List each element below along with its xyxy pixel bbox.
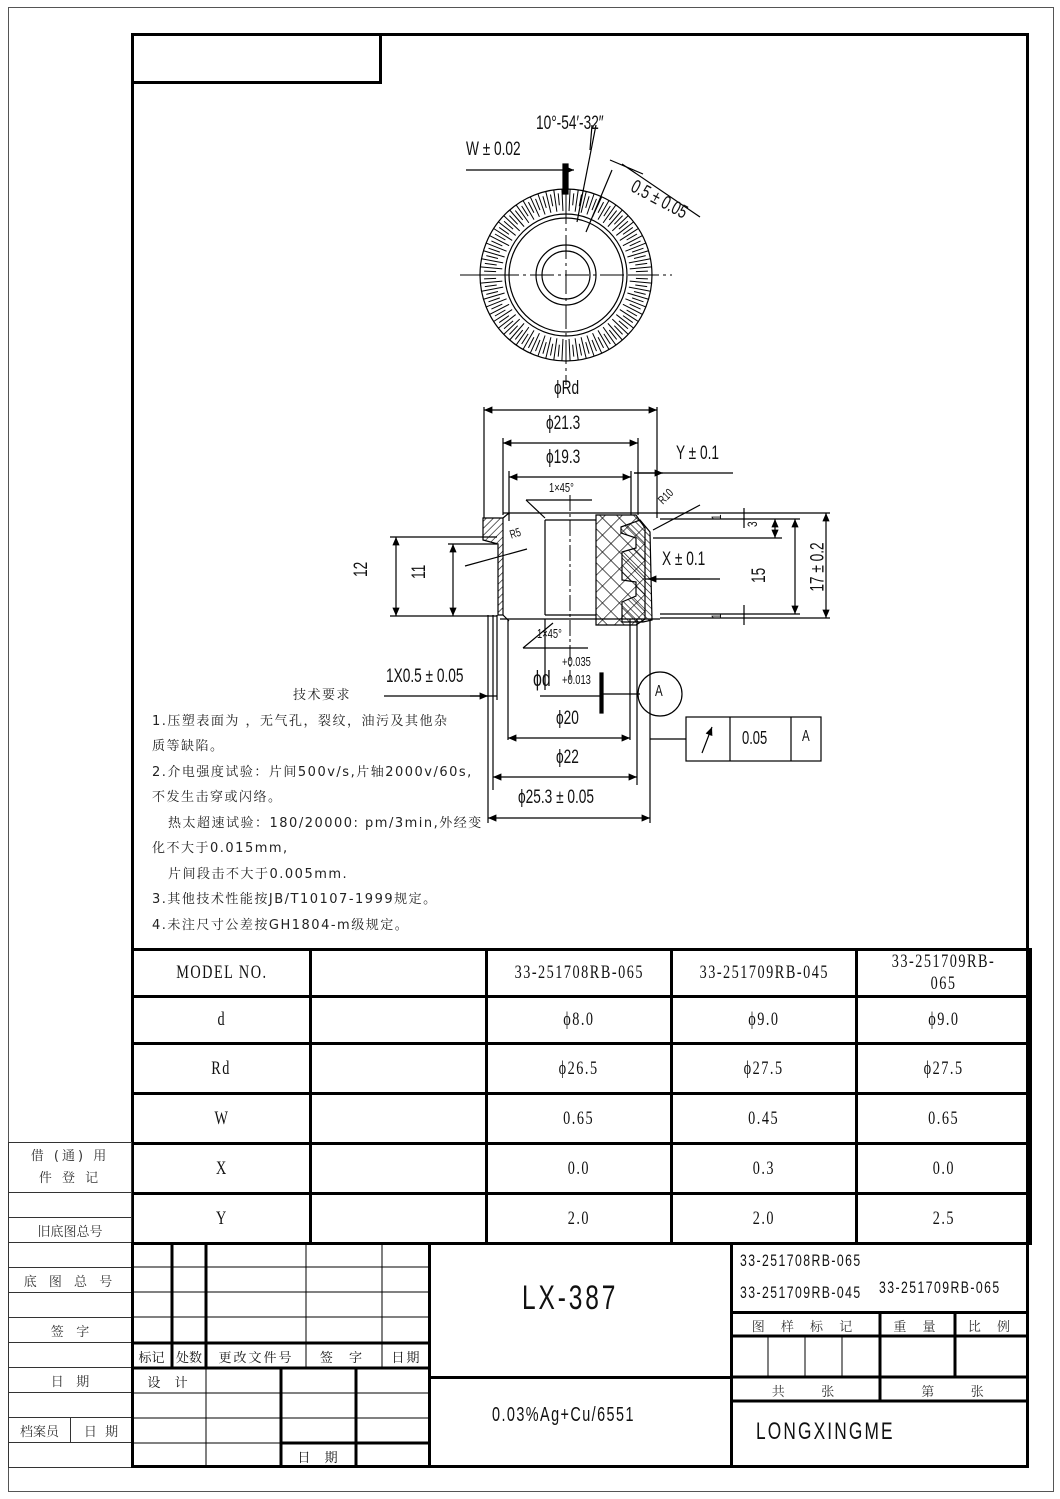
- blank-cell: [311, 997, 487, 1044]
- param-d: d: [133, 997, 311, 1044]
- dim-12: 12: [351, 561, 372, 577]
- revision-signature-label: 签 字: [319, 1351, 369, 1366]
- param-x: X: [133, 1144, 311, 1194]
- blank-cell: [311, 1044, 487, 1094]
- table-row: [133, 1044, 1031, 1094]
- note-line: 1.压塑表面为 ，无气孔，裂纹，油污及其他杂: [152, 713, 449, 729]
- dim-20: ϕ20: [556, 708, 579, 729]
- weight-label: 重 量: [893, 1320, 942, 1335]
- r5-label: R5: [507, 524, 523, 542]
- note-line: 2.介电强度试验：片间500v/s,片轴2000v/60s,: [152, 764, 473, 780]
- note-line: 片间段击不大于0.005mm.: [168, 866, 349, 882]
- blank-cell: [9, 1443, 132, 1468]
- dim-15: 15: [749, 567, 770, 583]
- undercut-label: 1X0.5 ± 0.05: [386, 666, 464, 687]
- base-no-label: 底 图 总 号: [9, 1268, 132, 1293]
- chamfer-top-label: 1×45°: [549, 480, 574, 495]
- value-cell: ϕ8.0: [487, 997, 672, 1044]
- value-cell: ϕ9.0: [672, 997, 857, 1044]
- blank-cell: [311, 1144, 487, 1194]
- material-spec: 0.03%Ag+Cu/6551: [492, 1404, 635, 1426]
- header-model-no: MODEL NO.: [133, 950, 311, 997]
- blank-cell: [311, 1194, 487, 1244]
- note-line: 4.未注尺寸公差按GH1804-m级规定。: [152, 917, 410, 933]
- pattern-mark-label: 图 样 标 记: [751, 1320, 859, 1335]
- model-table: [131, 948, 1032, 1245]
- table-row: [133, 1144, 1031, 1194]
- rd-diameter-label: ϕRd: [554, 378, 580, 399]
- value-cell: ϕ9.0: [857, 997, 1031, 1044]
- value-cell: ϕ27.5: [672, 1044, 857, 1094]
- header-model: 33-251709RB-065: [857, 950, 1031, 997]
- runout-datum: A: [802, 728, 810, 745]
- model-line-2b: 33-251709RB-065: [879, 1278, 1001, 1297]
- commutator-top-view: [460, 125, 700, 385]
- drawing-number: LX-387: [522, 1279, 619, 1317]
- bore-diameter-label: ϕd: [533, 666, 551, 691]
- note-line: 热太超速试验：180/20000: pm/3min,外经变: [168, 815, 483, 831]
- technical-requirements: [152, 683, 483, 938]
- total-sheets-label: 共 张: [771, 1385, 839, 1400]
- borrow-register-label: [9, 1143, 132, 1193]
- angle-label: 10°-54′-32″: [536, 113, 604, 134]
- value-cell: ϕ26.5: [487, 1044, 672, 1094]
- design-label: 设 计: [147, 1376, 190, 1391]
- blank-cell: [9, 1393, 132, 1418]
- sheet-number-label: 第 张: [921, 1385, 988, 1400]
- value-cell: 0.3: [672, 1144, 857, 1194]
- dim-1-top: 1: [708, 514, 724, 520]
- blank-cell: [311, 1094, 487, 1144]
- table-row: [133, 997, 1031, 1044]
- datum-a-label: A: [655, 683, 663, 700]
- model-line-1: 33-251708RB-065: [740, 1251, 862, 1270]
- value-cell: 0.45: [672, 1094, 857, 1144]
- x-tolerance-label: X ± 0.1: [662, 549, 706, 570]
- note-line: 3.其他技术性能按JB/T10107-1999规定。: [152, 892, 438, 907]
- blank-cell: [9, 1293, 132, 1318]
- dim-3: 3: [744, 521, 760, 527]
- revision-date-label: 日期: [391, 1351, 422, 1366]
- header-model: 33-251708RB-065: [487, 950, 672, 997]
- company-name: LONGXINGME: [756, 1418, 895, 1445]
- bore-tol-lower: +0.013: [562, 672, 591, 687]
- bore-tol-upper: +0.035: [562, 654, 591, 669]
- dim-25-3: ϕ25.3 ± 0.05: [518, 787, 595, 808]
- scale-label: 比 例: [967, 1320, 1017, 1335]
- param-w: W: [133, 1094, 311, 1144]
- blank-cell: [9, 1193, 132, 1218]
- archivist-label: 档案员: [9, 1418, 71, 1443]
- table-row: [133, 1194, 1031, 1244]
- blank-cell: [9, 1243, 132, 1268]
- value-cell: ϕ27.5: [857, 1044, 1031, 1094]
- value-cell: 0.0: [487, 1144, 672, 1194]
- chamfer-bottom-label: 1×45°: [537, 626, 562, 641]
- model-line-2a: 33-251709RB-045: [740, 1283, 862, 1302]
- blank-cell: [9, 1343, 132, 1368]
- value-cell: 2.5: [857, 1194, 1031, 1244]
- table-row: [133, 1094, 1031, 1144]
- approval-date-label: 日 期: [297, 1451, 340, 1466]
- value-cell: 2.0: [672, 1194, 857, 1244]
- value-cell: 0.65: [487, 1094, 672, 1144]
- note-line: 不发生击穿或闪络。: [152, 790, 283, 805]
- value-cell: 2.0: [487, 1194, 672, 1244]
- borrow-line-2: 件 登 记: [38, 1170, 102, 1186]
- count-label: 处数: [175, 1351, 202, 1366]
- dim-11: 11: [409, 564, 430, 579]
- borrow-line-1: 借 (通) 用: [30, 1148, 110, 1164]
- note-line: 质等缺陷。: [152, 739, 225, 754]
- signature-label: 签 字: [9, 1318, 132, 1343]
- param-y: Y: [133, 1194, 311, 1244]
- dim-19-3: ϕ19.3: [546, 447, 581, 468]
- archivist-date-label: 日 期: [71, 1418, 132, 1443]
- notes-title: 技术要求: [292, 688, 351, 703]
- old-base-no-label: 旧底图总号: [9, 1218, 132, 1243]
- y-tolerance-label: Y ± 0.1: [676, 443, 720, 464]
- runout-tolerance-value: 0.05: [742, 728, 768, 748]
- date-label: 日 期: [9, 1368, 132, 1393]
- groove-label: 0.5 ± 0.05: [627, 176, 691, 224]
- left-margin-register: [8, 1142, 132, 1468]
- slot-width-label: W ± 0.02: [466, 139, 521, 160]
- r10-label: R10: [655, 485, 677, 507]
- dim-21-3: ϕ21.3: [546, 413, 581, 434]
- header-model: 33-251709RB-045: [672, 950, 857, 997]
- mark-label: 标记: [138, 1351, 165, 1366]
- header-blank: [311, 950, 487, 997]
- table-header-row: [133, 950, 1031, 997]
- dim-22: ϕ22: [556, 747, 579, 768]
- dim-1-bottom: 1: [708, 613, 724, 619]
- dim-17: 17 ± 0.2: [807, 542, 829, 592]
- value-cell: 0.0: [857, 1144, 1031, 1194]
- value-cell: 0.65: [857, 1094, 1031, 1144]
- change-doc-label: 更改文件号: [218, 1351, 294, 1366]
- param-rd: Rd: [133, 1044, 311, 1094]
- note-line: 化不大于0.015mm,: [152, 841, 289, 856]
